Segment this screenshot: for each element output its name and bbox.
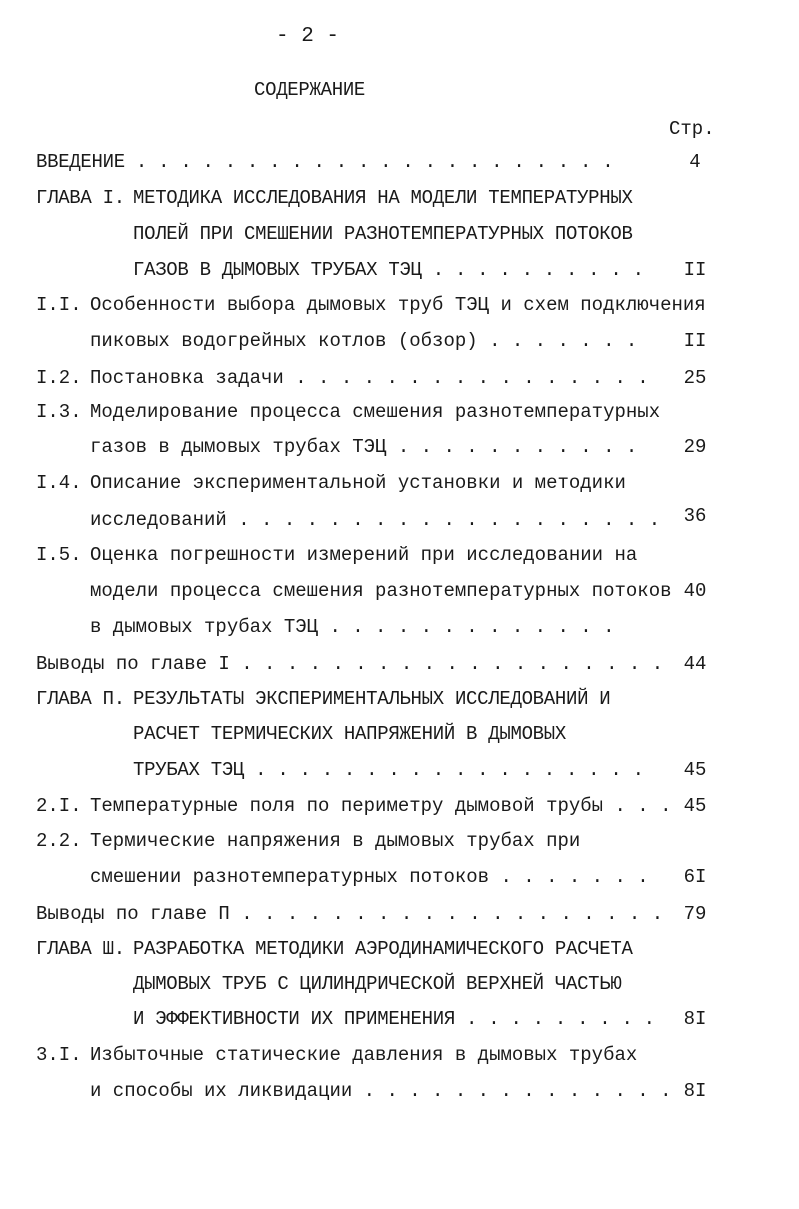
toc-entry-line: МЕТОДИКА ИССЛЕДОВАНИЯ НА МОДЕЛИ ТЕМПЕРАТУРНЫХ <box>133 187 633 209</box>
toc-entry-line: ПОЛЕЙ ПРИ СМЕШЕНИИ РАЗНОТЕМПЕРАТУРНЫХ ПОТОКОВ <box>133 223 633 245</box>
page-number: - 2 - <box>276 25 340 48</box>
toc-entry-page: II <box>683 330 707 352</box>
toc-entry-page: 6I <box>683 866 707 888</box>
toc-entry-number: ГЛАВА П. <box>36 688 125 710</box>
toc-entry-page: 44 <box>683 653 707 675</box>
toc-entry-line: ГАЗОВ В ДЫМОВЫХ ТРУБАХ ТЭЦ . . . . . . . . . . <box>133 259 644 281</box>
toc-entry-page: 8I <box>683 1080 707 1102</box>
toc-entry-line: РАСЧЕТ ТЕРМИЧЕСКИХ НАПРЯЖЕНИЙ В ДЫМОВЫХ <box>133 723 566 745</box>
toc-entry-line: исследований . . . . . . . . . . . . . . . . . . . <box>90 509 661 531</box>
toc-entry-number: I.2. <box>36 367 82 389</box>
toc-entry-line: модели процесса смешения разнотемпературных потоков <box>90 580 672 602</box>
toc-entry-page: 25 <box>683 367 707 389</box>
toc-entry-line: Особенности выбора дымовых труб ТЭЦ и схем подключения <box>90 294 706 316</box>
toc-entry-number: 2.2. <box>36 830 82 852</box>
toc-entry-line: в дымовых трубах ТЭЦ . . . . . . . . . . . . . <box>90 616 615 638</box>
toc-entry-number: I.3. <box>36 401 82 423</box>
toc-entry-line: Термические напряжения в дымовых трубах при <box>90 830 581 852</box>
toc-entry-number: I.I. <box>36 294 82 316</box>
toc-entry-line: и способы их ликвидации . . . . . . . . . . . . . . <box>90 1080 672 1102</box>
toc-entry-page: II <box>683 259 707 281</box>
toc-entry-line: Моделирование процесса смешения разнотемпературных <box>90 401 661 423</box>
toc-entry-number: ГЛАВА I. <box>36 187 125 209</box>
toc-entry-number: I.4. <box>36 472 82 494</box>
toc-entry-line: смешении разнотемпературных потоков . . . . . . . <box>90 866 649 888</box>
toc-entry-line: Описание экспериментальной установки и методики <box>90 472 626 494</box>
toc-entry-line: РЕЗУЛЬТАТЫ ЭКСПЕРИМЕНТАЛЬНЫХ ИССЛЕДОВАНИЙ И <box>133 688 611 710</box>
toc-entry-line: Выводы по главе I . . . . . . . . . . . . . . . . . . . <box>36 653 664 675</box>
toc-entry-line: Выводы по главе П . . . . . . . . . . . . . . . . . . . <box>36 903 664 925</box>
toc-entry-page: 45 <box>683 795 707 817</box>
toc-entry-page: 4 <box>689 151 701 173</box>
toc-entry-line: Избыточные статические давления в дымовых трубах <box>90 1044 638 1066</box>
toc-entry-page: 40 <box>683 580 707 602</box>
toc-entry-page: 36 <box>683 505 707 527</box>
toc-entry-line: ДЫМОВЫХ ТРУБ С ЦИЛИНДРИЧЕСКОЙ ВЕРХНЕЙ ЧАСТЬЮ <box>133 973 622 995</box>
toc-entry-page: 29 <box>683 436 707 458</box>
page-column-header: Стр. <box>669 118 715 140</box>
toc-entry-line: газов в дымовых трубах ТЭЦ . . . . . . . . . . . <box>90 436 638 458</box>
toc-entry-line: Температурные поля по периметру дымовой трубы . . . <box>90 795 672 817</box>
toc-entry-line: Постановка задачи . . . . . . . . . . . . . . . . <box>90 367 649 389</box>
toc-entry-page: 8I <box>683 1008 707 1030</box>
toc-entry-page: 79 <box>683 903 707 925</box>
toc-entry-number: I.5. <box>36 544 82 566</box>
toc-entry-line: И ЭФФЕКТИВНОСТИ ИХ ПРИМЕНЕНИЯ . . . . . . . . . <box>133 1008 655 1030</box>
page-title: СОДЕРЖАНИЕ <box>254 79 366 101</box>
toc-entry-number: ГЛАВА Ш. <box>36 938 125 960</box>
toc-entry-line: ТРУБАХ ТЭЦ . . . . . . . . . . . . . . . . . . <box>133 759 644 781</box>
toc-entry-page: 45 <box>683 759 707 781</box>
toc-entry-number: 3.I. <box>36 1044 82 1066</box>
toc-entry-number: 2.I. <box>36 795 82 817</box>
toc-entry-line: РАЗРАБОТКА МЕТОДИКИ АЭРОДИНАМИЧЕСКОГО РАСЧЕТА <box>133 938 633 960</box>
toc-entry-line: Оценка погрешности измерений при исследовании на <box>90 544 638 566</box>
toc-entry-line: ВВЕДЕНИЕ . . . . . . . . . . . . . . . . . . . . . . <box>36 151 614 173</box>
toc-entry-line: пиковых водогрейных котлов (обзор) . . . . . . . <box>90 330 638 352</box>
